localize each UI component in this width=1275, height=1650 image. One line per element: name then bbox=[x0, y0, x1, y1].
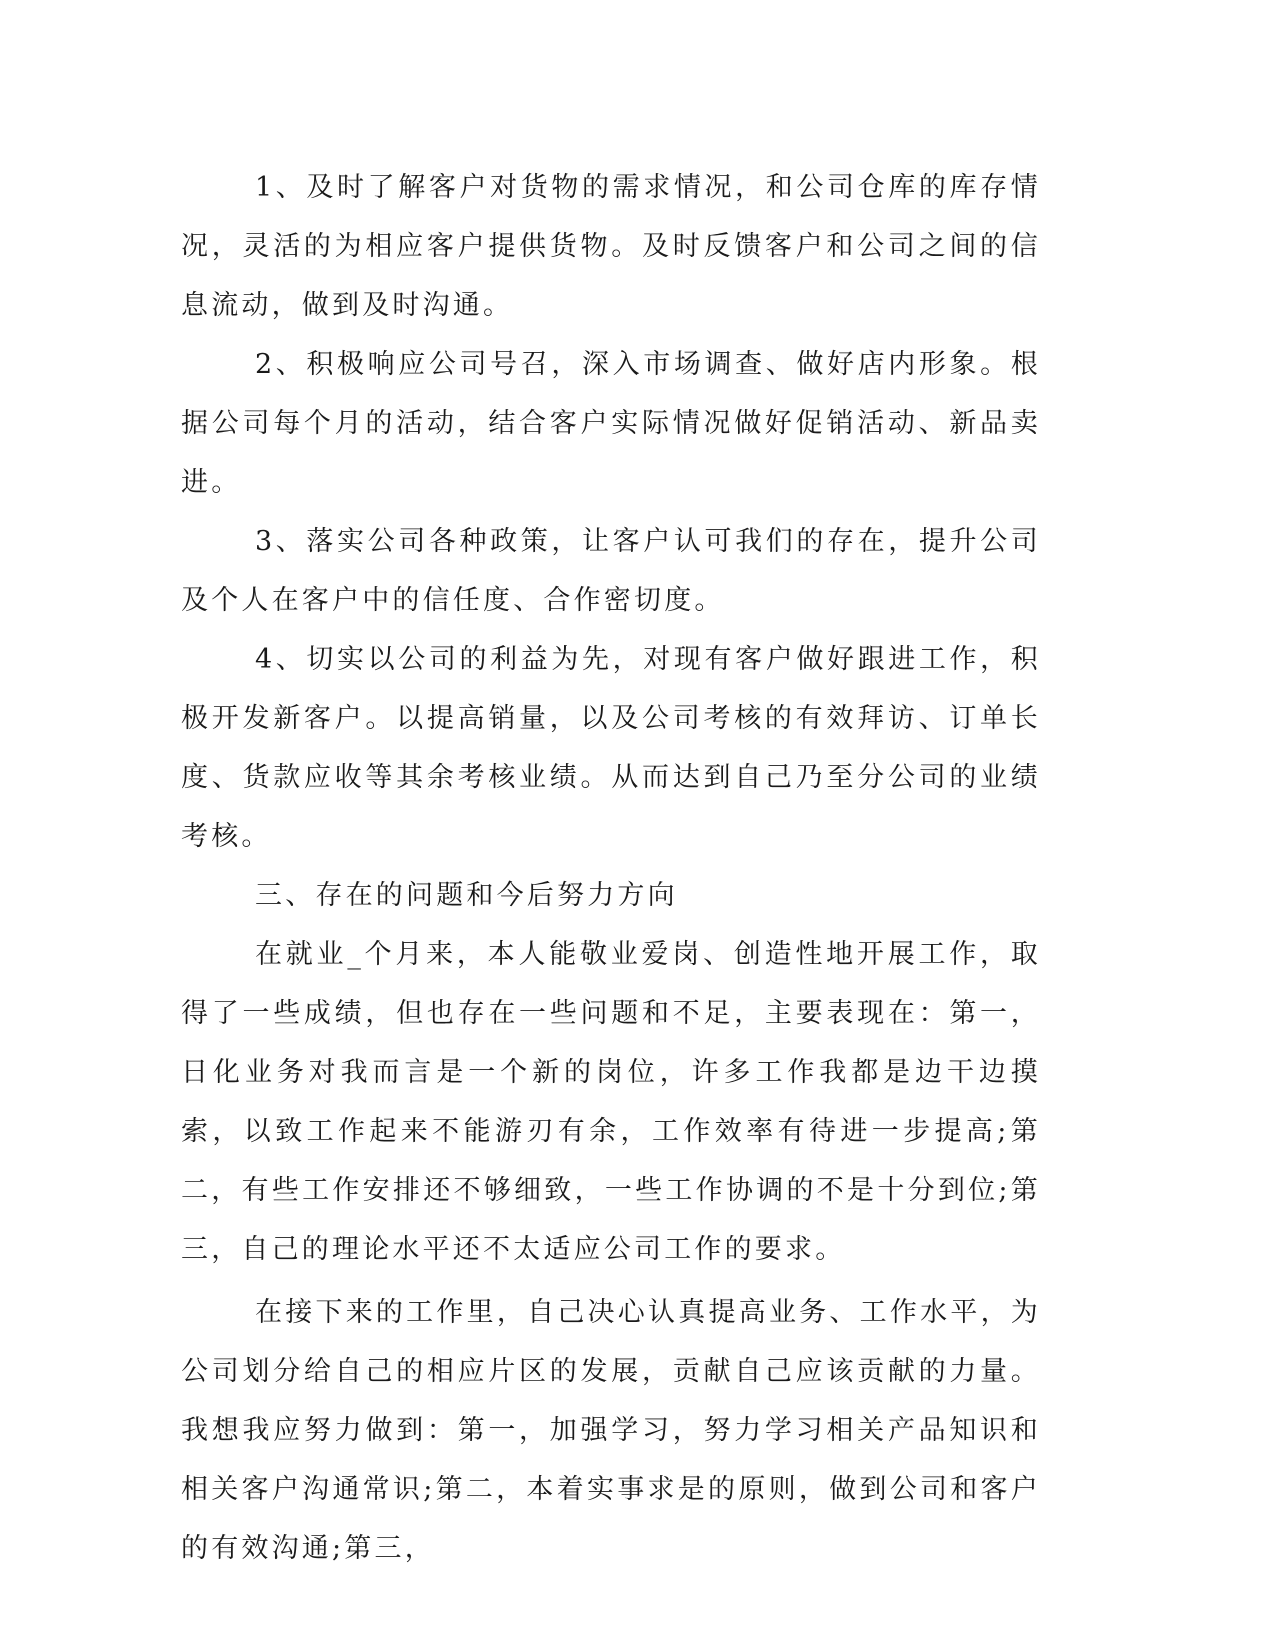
paragraph-item-4: 4、切实以公司的利益为先，对现有客户做好跟进工作，积极开发新客户。以提高销量，以及公司考核的有效拜访、订单长度、货款应收等其余考核业绩。从而达到自己乃至分公司的业绩考核。 bbox=[181, 644, 1041, 852]
paragraph-item-2: 2、积极响应公司号召，深入市场调查、做好店内形象。根据公司每个月的活动，结合客户实际情况做好促销活动、新品卖进。 bbox=[181, 349, 1041, 498]
paragraph-item-3: 3、落实公司各种政策，让客户认可我们的存在，提升公司及个人在客户中的信任度、合作密切度。 bbox=[181, 526, 1041, 616]
paragraph-future-plan: 在接下来的工作里，自己决心认真提高业务、工作水平，为公司划分给自己的相应片区的发展，贡献自己应该贡献的力量。我想我应努力做到：第一，加强学习，努力学习相关产品知识和相关客户沟通常识;第二，本着实事求是的原则，做到公司和客户的有效沟通;第三， bbox=[181, 1297, 1041, 1564]
document-body bbox=[181, 158, 1041, 1578]
paragraph-item-1: 1、及时了解客户对货物的需求情况，和公司仓库的库存情况，灵活的为相应客户提供货物。及时反馈客户和公司之间的信息流动，做到及时沟通。 bbox=[181, 172, 1041, 321]
section-heading: 三、存在的问题和今后努力方向 bbox=[255, 880, 678, 911]
paragraph-problems: 在就业_个月来，本人能敬业爱岗、创造性地开展工作，取得了一些成绩，但也存在一些问题和不足，主要表现在：第一，日化业务对我而言是一个新的岗位，许多工作我都是边干边摸索，以致工作起来不能游刃有余，工作效率有待进一步提高;第二，有些工作安排还不够细致，一些工作协调的不是十分到位;第三，自己的理论水平还不太适应公司工作的要求。 bbox=[181, 939, 1041, 1265]
